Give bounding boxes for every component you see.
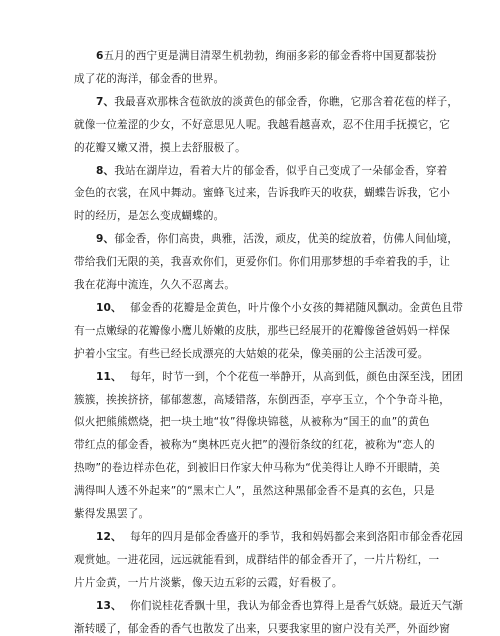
paragraph-8-line-3: 时的经历，是怎么变成蝴蝶的。	[74, 210, 225, 223]
paragraph-10-number: 10、	[96, 301, 122, 314]
paragraph-13-line-1: 你们说桂花香飘十里，我认为郁金香也算得上是香气妖娆。最近天气渐	[130, 599, 464, 612]
paragraph-7-line-1: 7、我最喜欢那株含苞欲放的淡黄色的郁金香，你瞧，它那含着花苞的样子，	[96, 95, 459, 108]
paragraph-11-line-1: 每年，时节一到，个个花苞一举静开，从高到低，颜色由深至浅，团团	[130, 370, 464, 383]
paragraph-10-line-2: 有一点嫩绿的花瓣像小鹰儿娇嫩的皮肤，那些已经展开的花瓣像爸爸妈妈一样保	[74, 324, 451, 337]
paragraph-11-number: 11、	[96, 370, 122, 383]
paragraph-8-line-1: 8、我站在湖岸边，看着大片的郁金香，似乎自己变成了一朵郁金香，穿着	[96, 164, 448, 177]
paragraph-13-number: 13、	[96, 599, 122, 612]
paragraph-12-line-2: 观赏她。一进花园，远远就能看到，成群结伴的郁金香开了，一片片粉红，一	[74, 553, 440, 566]
paragraph-12-line-1: 每年的四月是郁金香盛开的季节，我和妈妈都会来到洛阳市郁金香花园	[130, 530, 464, 543]
paragraph-9-line-3: 我在花海中流连，久久不忍离去。	[74, 279, 236, 291]
paragraph-7-line-2: 就像一位羞涩的少女，不好意思见人呢。我越看越喜欢，忍不住用手抚摸它，它	[74, 118, 451, 131]
paragraph-11-line-3: 似火把熊熊燃烧，把一块土地“妆”得像块锦毯，从被称为“国王的血”的黄色	[74, 416, 430, 429]
paragraph-7-line-3: 的花瓣又嫩又滑，摸上去舒服极了。	[74, 141, 246, 154]
paragraph-8-line-2: 金色的衣裳，在风中舞动。蜜蜂飞过来，告诉我昨天的收获，蝴蝶告诉我，它小	[74, 187, 451, 200]
paragraph-11-line-4: 带红点的郁金香，被称为“奥林匹克火把”的漫衍条纹的红花，被称为“恋人的	[74, 439, 435, 452]
paragraph-7-number: 7、	[96, 95, 115, 108]
paragraph-12-number: 12、	[96, 530, 122, 543]
paragraph-6-line-2: 成了花的海洋，郁金香的世界。	[74, 72, 225, 85]
paragraph-10-line-1: 郁金香的花瓣是金黄色，叶片像个小女孩的舞裙随风飘动。金黄色且带	[130, 301, 464, 314]
paragraph-9-line-1: 9、郁金香，你们高贵，典雅，活泼，顽皮，优美的绽放着，仿佛人间仙境，	[96, 233, 459, 246]
paragraph-9-number: 9、	[96, 233, 115, 246]
paragraph-9-line-2: 带给我们无限的美，我喜欢你们，更爱你们。你们用那梦想的手牵着我的手，让	[74, 256, 451, 269]
paragraph-11-line-5: 热吻”的卷边样赤色花，到被旧日作家大仲马称为“优美得让人睁不开眼睛，美	[74, 462, 440, 475]
paragraph-11-line-2: 簇簇，挨挨挤挤，郁郁葱葱，高矮错落，东倒西歪，亭亭玉立，个个争奇斗艳，	[74, 393, 451, 406]
paragraph-8-number: 8、	[96, 164, 115, 177]
paragraph-13-line-2: 渐转暖了，郁金香的香气也散发了出来，只要我家里的窗户没有关严，外面纱窗	[74, 622, 451, 635]
paragraph-12-line-3: 片片金黄，一片片淡紫，像天边五彩的云霞，好看极了。	[74, 576, 343, 589]
paragraph-6-line-1: 6五月的西宁更是满目清翠生机勃勃，绚丽多彩的郁金香将中国夏都装扮	[96, 50, 437, 62]
paragraph-10-line-3: 护着小宝宝。有些已经长成漂亮的大姑娘的花朵，像美丽的公主活泼可爱。	[74, 347, 429, 360]
paragraph-6-number: 6	[96, 50, 104, 62]
paragraph-11-line-6: 满得叫人透不外起来”的“黑末亡人”，虽然这种黑郁金香不是真的玄色，只是	[74, 485, 435, 498]
paragraph-11-line-7: 紫得发黑罢了。	[74, 508, 150, 520]
